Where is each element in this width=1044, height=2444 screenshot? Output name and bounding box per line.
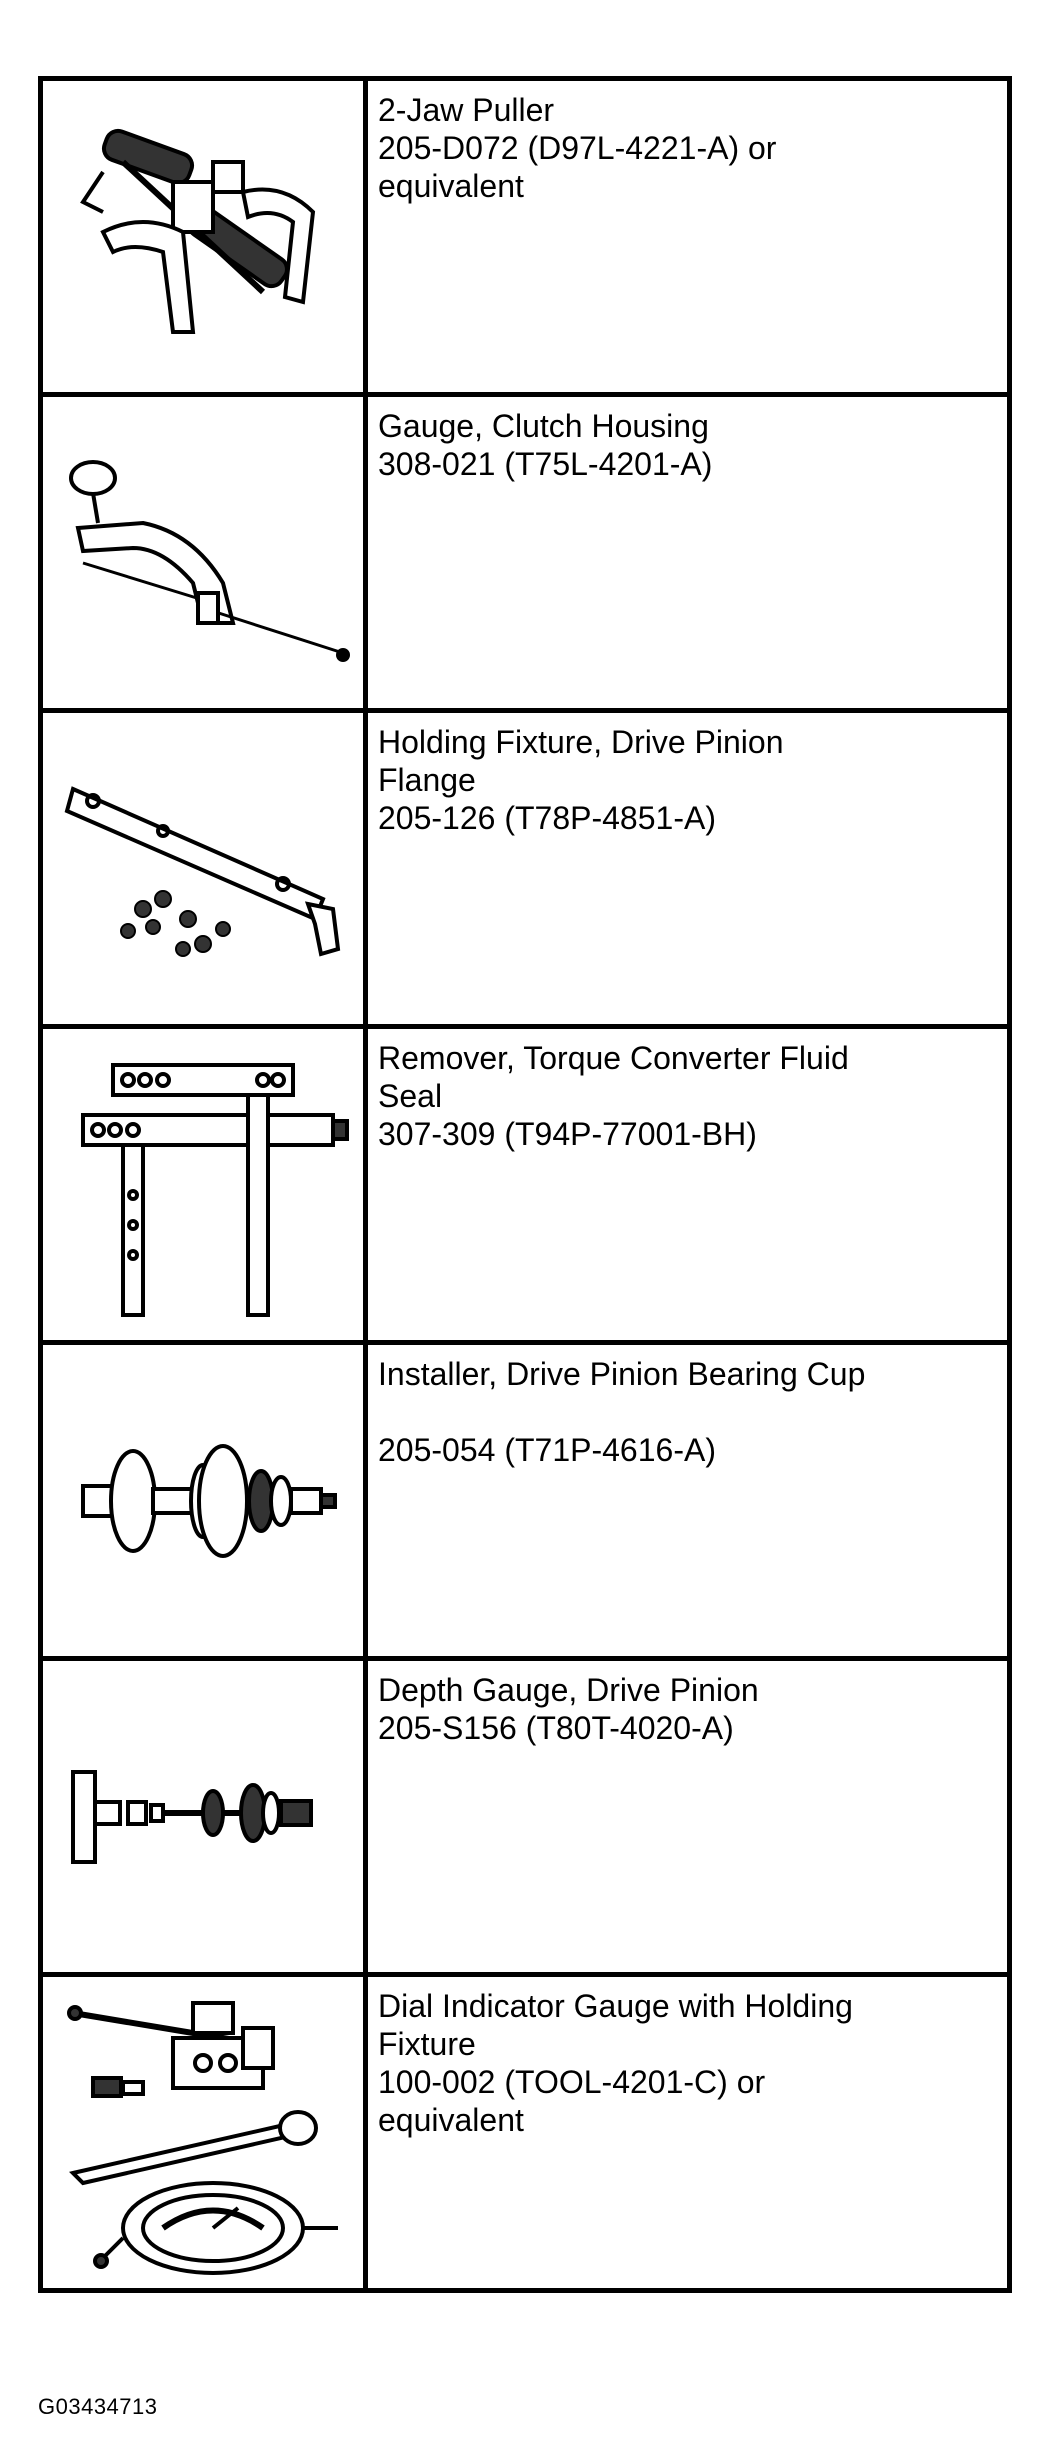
tool-part-number: 205-S156 (T80T-4020-A) [378,1710,734,1746]
fluid-seal-remover-icon [53,1045,353,1325]
tool-description-cell [366,1343,1010,1659]
two-jaw-puller-icon [63,122,343,352]
tool-part-number: 307-309 (T94P-77001-BH) [378,1116,757,1152]
tool-name-continued: Flange [378,762,476,798]
tool-name: 2-Jaw Puller [378,92,555,128]
tool-illustration-cell [41,1975,366,2291]
special-tools-table [38,76,1012,2293]
tool-name: Gauge, Clutch Housing [378,408,709,444]
tool-description-cell [366,711,1010,1027]
tool-part-number: 308-021 (T75L-4201-A) [378,446,713,482]
tool-name-continued: Fixture [378,2026,476,2062]
tool-illustration-cell [41,1343,366,1659]
table-row [41,711,1010,1027]
table-row [41,79,1010,395]
tool-name: Dial Indicator Gauge with Holding [378,1988,853,2024]
tool-description-cell [366,1975,1010,2291]
tool-illustration-cell [41,1027,366,1343]
tool-name: Remover, Torque Converter Fluid [378,1040,849,1076]
tool-part-number: 205-126 (T78P-4851-A) [378,800,716,836]
table-row [41,1343,1010,1659]
figure-id: G03434713 [38,2394,158,2419]
tool-part-number: 100-002 (TOOL-4201-C) or [378,2064,766,2100]
table-row [41,1975,1010,2291]
tool-illustration-cell [41,395,366,711]
tool-note: equivalent [378,168,524,204]
clutch-housing-gauge-icon [53,433,353,673]
tool-part-number: 205-D072 (D97L-4221-A) or [378,130,777,166]
tool-description-cell [366,1027,1010,1343]
tool-name: Depth Gauge, Drive Pinion [378,1672,759,1708]
table-row [41,1659,1010,1975]
tool-part-number: 205-054 (T71P-4616-A) [378,1432,716,1468]
tool-description-cell [366,395,1010,711]
tool-description-cell [366,1659,1010,1975]
tool-illustration-cell [41,1659,366,1975]
tool-description-cell [366,79,1010,395]
dial-indicator-gauge-icon [53,1983,353,2283]
tool-illustration-cell [41,711,366,1027]
tool-name: Holding Fixture, Drive Pinion [378,724,784,760]
pinion-depth-gauge-icon [53,1757,353,1877]
table-row [41,1027,1010,1343]
tool-note: equivalent [378,2102,524,2138]
tool-name-continued: Seal [378,1078,443,1114]
tool-name: Installer, Drive Pinion Bearing Cup [378,1356,866,1392]
tool-illustration-cell [41,79,366,395]
pinion-flange-holding-fixture-icon [53,759,353,979]
bearing-cup-installer-icon [53,1421,353,1581]
table-row [41,395,1010,711]
tool-blank-line [378,1393,997,1431]
